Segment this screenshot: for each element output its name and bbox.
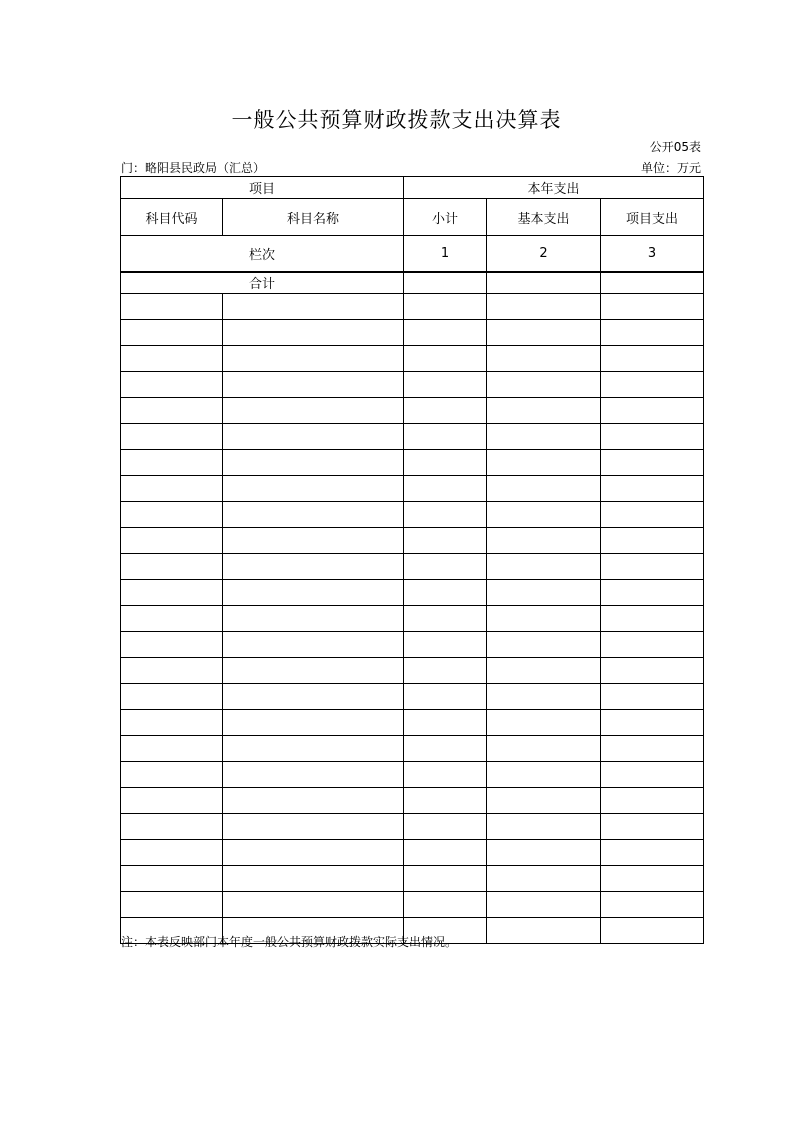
cell-basic bbox=[487, 710, 601, 736]
cell-subject-name bbox=[223, 684, 404, 710]
cell-project bbox=[601, 424, 704, 450]
column-header-basic: 基本支出 bbox=[487, 199, 601, 236]
cell-subject-code bbox=[121, 294, 223, 320]
cell-project bbox=[601, 866, 704, 892]
table-row bbox=[121, 502, 704, 528]
cell-basic bbox=[487, 502, 601, 528]
table-row bbox=[121, 372, 704, 398]
cell-subtotal bbox=[404, 554, 487, 580]
cell-basic bbox=[487, 684, 601, 710]
cell-basic bbox=[487, 658, 601, 684]
cell-subtotal bbox=[404, 450, 487, 476]
cell-subject-code bbox=[121, 710, 223, 736]
total-project bbox=[601, 272, 704, 294]
cell-subject-name bbox=[223, 606, 404, 632]
table-row bbox=[121, 788, 704, 814]
expenditure-table bbox=[120, 176, 704, 944]
cell-subtotal bbox=[404, 658, 487, 684]
cell-basic bbox=[487, 840, 601, 866]
cell-project bbox=[601, 684, 704, 710]
cell-basic bbox=[487, 450, 601, 476]
cell-subtotal bbox=[404, 398, 487, 424]
cell-project bbox=[601, 294, 704, 320]
table-row bbox=[121, 294, 704, 320]
column-header-subject-code: 科目代码 bbox=[121, 199, 223, 236]
cell-basic bbox=[487, 736, 601, 762]
cell-subtotal bbox=[404, 320, 487, 346]
table-row bbox=[121, 736, 704, 762]
cell-subject-code bbox=[121, 528, 223, 554]
page-title: 一般公共预算财政拨款支出决算表 bbox=[231, 108, 562, 132]
table-row bbox=[121, 580, 704, 606]
cell-project bbox=[601, 580, 704, 606]
cell-subject-code bbox=[121, 320, 223, 346]
table-row bbox=[121, 606, 704, 632]
cell-subtotal bbox=[404, 632, 487, 658]
cell-basic bbox=[487, 528, 601, 554]
unit-label: 单位：万元 bbox=[640, 161, 701, 175]
cell-subtotal bbox=[404, 840, 487, 866]
cell-subtotal bbox=[404, 684, 487, 710]
cell-subject-code bbox=[121, 684, 223, 710]
cell-project bbox=[601, 892, 704, 918]
cell-subject-code bbox=[121, 632, 223, 658]
cell-basic bbox=[487, 554, 601, 580]
cell-subtotal bbox=[404, 788, 487, 814]
cell-subject-name bbox=[223, 502, 404, 528]
cell-basic bbox=[487, 606, 601, 632]
cell-subtotal bbox=[404, 606, 487, 632]
cell-project bbox=[601, 814, 704, 840]
cell-subject-name bbox=[223, 554, 404, 580]
department-label: 门：略阳县民政局（汇总） bbox=[121, 161, 266, 175]
cell-subject-code bbox=[121, 658, 223, 684]
table-row bbox=[121, 840, 704, 866]
cell-subtotal bbox=[404, 372, 487, 398]
cell-subject-code bbox=[121, 580, 223, 606]
table-row bbox=[121, 346, 704, 372]
table-row bbox=[121, 710, 704, 736]
cell-subject-code bbox=[121, 736, 223, 762]
cell-subtotal bbox=[404, 814, 487, 840]
total-basic bbox=[487, 272, 601, 294]
cell-subject-name bbox=[223, 710, 404, 736]
cell-project bbox=[601, 710, 704, 736]
cell-subject-name bbox=[223, 528, 404, 554]
footnote: 注：本表反映部门本年度一般公共预算财政拨款实际支出情况。 bbox=[121, 935, 458, 949]
cell-subtotal bbox=[404, 528, 487, 554]
cell-subject-code bbox=[121, 892, 223, 918]
cell-subject-name bbox=[223, 398, 404, 424]
cell-subtotal bbox=[404, 580, 487, 606]
cell-basic bbox=[487, 814, 601, 840]
table-row bbox=[121, 762, 704, 788]
table-row bbox=[121, 320, 704, 346]
cell-subject-name bbox=[223, 632, 404, 658]
cell-basic bbox=[487, 372, 601, 398]
cell-subject-name bbox=[223, 476, 404, 502]
cell-subject-name bbox=[223, 372, 404, 398]
cell-subject-code bbox=[121, 554, 223, 580]
table-row bbox=[121, 398, 704, 424]
column-index-label: 栏次 bbox=[121, 236, 404, 272]
cell-subject-name bbox=[223, 346, 404, 372]
cell-subject-code bbox=[121, 866, 223, 892]
table-row bbox=[121, 424, 704, 450]
cell-basic bbox=[487, 580, 601, 606]
cell-subtotal bbox=[404, 710, 487, 736]
cell-subtotal bbox=[404, 476, 487, 502]
cell-project bbox=[601, 762, 704, 788]
cell-subtotal bbox=[404, 424, 487, 450]
cell-project bbox=[601, 554, 704, 580]
cell-basic bbox=[487, 866, 601, 892]
table-row bbox=[121, 450, 704, 476]
cell-project bbox=[601, 840, 704, 866]
cell-project bbox=[601, 736, 704, 762]
cell-subject-code bbox=[121, 424, 223, 450]
cell-subtotal bbox=[404, 762, 487, 788]
cell-subject-name bbox=[223, 762, 404, 788]
cell-project bbox=[601, 528, 704, 554]
cell-subject-name bbox=[223, 450, 404, 476]
group-header-current-year: 本年支出 bbox=[404, 177, 704, 199]
cell-subject-code bbox=[121, 814, 223, 840]
table-row bbox=[121, 684, 704, 710]
table-row bbox=[121, 892, 704, 918]
total-row bbox=[121, 272, 704, 294]
cell-subject-code bbox=[121, 788, 223, 814]
cell-subject-name bbox=[223, 580, 404, 606]
cell-subject-code bbox=[121, 606, 223, 632]
cell-subject-code bbox=[121, 476, 223, 502]
cell-subject-code bbox=[121, 346, 223, 372]
cell-project bbox=[601, 372, 704, 398]
cell-basic bbox=[487, 294, 601, 320]
cell-basic bbox=[487, 476, 601, 502]
cell-subject-name bbox=[223, 892, 404, 918]
cell-subtotal bbox=[404, 892, 487, 918]
column-index-3: 3 bbox=[601, 236, 704, 272]
cell-basic bbox=[487, 632, 601, 658]
cell-project bbox=[601, 346, 704, 372]
column-header-subject-name: 科目名称 bbox=[223, 199, 404, 236]
cell-basic bbox=[487, 320, 601, 346]
cell-basic bbox=[487, 788, 601, 814]
cell-subject-code bbox=[121, 450, 223, 476]
cell-project bbox=[601, 658, 704, 684]
cell-subject-name bbox=[223, 736, 404, 762]
column-index-row bbox=[121, 236, 704, 272]
cell-basic bbox=[487, 346, 601, 372]
cell-subject-code bbox=[121, 840, 223, 866]
column-header-row bbox=[121, 199, 704, 236]
column-header-project: 项目支出 bbox=[601, 199, 704, 236]
form-code: 公开05表 bbox=[649, 140, 701, 154]
table-row bbox=[121, 632, 704, 658]
cell-project bbox=[601, 502, 704, 528]
cell-subject-code bbox=[121, 502, 223, 528]
table-row bbox=[121, 528, 704, 554]
cell-basic bbox=[487, 398, 601, 424]
table-row bbox=[121, 658, 704, 684]
cell-project bbox=[601, 450, 704, 476]
cell-project bbox=[601, 918, 704, 944]
table-row bbox=[121, 476, 704, 502]
column-header-subtotal: 小计 bbox=[404, 199, 487, 236]
column-index-1: 1 bbox=[404, 236, 487, 272]
total-subtotal bbox=[404, 272, 487, 294]
cell-subject-code bbox=[121, 372, 223, 398]
total-label: 合计 bbox=[121, 272, 404, 294]
cell-subject-name bbox=[223, 294, 404, 320]
cell-subject-name bbox=[223, 866, 404, 892]
cell-subject-name bbox=[223, 788, 404, 814]
cell-subject-code bbox=[121, 398, 223, 424]
cell-project bbox=[601, 632, 704, 658]
table-row bbox=[121, 866, 704, 892]
cell-project bbox=[601, 476, 704, 502]
cell-project bbox=[601, 788, 704, 814]
group-header-item: 项目 bbox=[121, 177, 404, 199]
cell-subject-name bbox=[223, 424, 404, 450]
cell-basic bbox=[487, 892, 601, 918]
cell-subject-name bbox=[223, 840, 404, 866]
cell-subject-name bbox=[223, 320, 404, 346]
column-index-2: 2 bbox=[487, 236, 601, 272]
cell-subject-code bbox=[121, 762, 223, 788]
cell-subtotal bbox=[404, 866, 487, 892]
cell-subject-name bbox=[223, 814, 404, 840]
cell-basic bbox=[487, 424, 601, 450]
cell-basic bbox=[487, 762, 601, 788]
table-row bbox=[121, 554, 704, 580]
cell-project bbox=[601, 320, 704, 346]
cell-basic bbox=[487, 918, 601, 944]
group-header-row bbox=[121, 177, 704, 199]
cell-subtotal bbox=[404, 502, 487, 528]
cell-subtotal bbox=[404, 346, 487, 372]
table-row bbox=[121, 814, 704, 840]
cell-project bbox=[601, 606, 704, 632]
cell-subtotal bbox=[404, 294, 487, 320]
cell-subtotal bbox=[404, 736, 487, 762]
cell-project bbox=[601, 398, 704, 424]
cell-subject-name bbox=[223, 658, 404, 684]
